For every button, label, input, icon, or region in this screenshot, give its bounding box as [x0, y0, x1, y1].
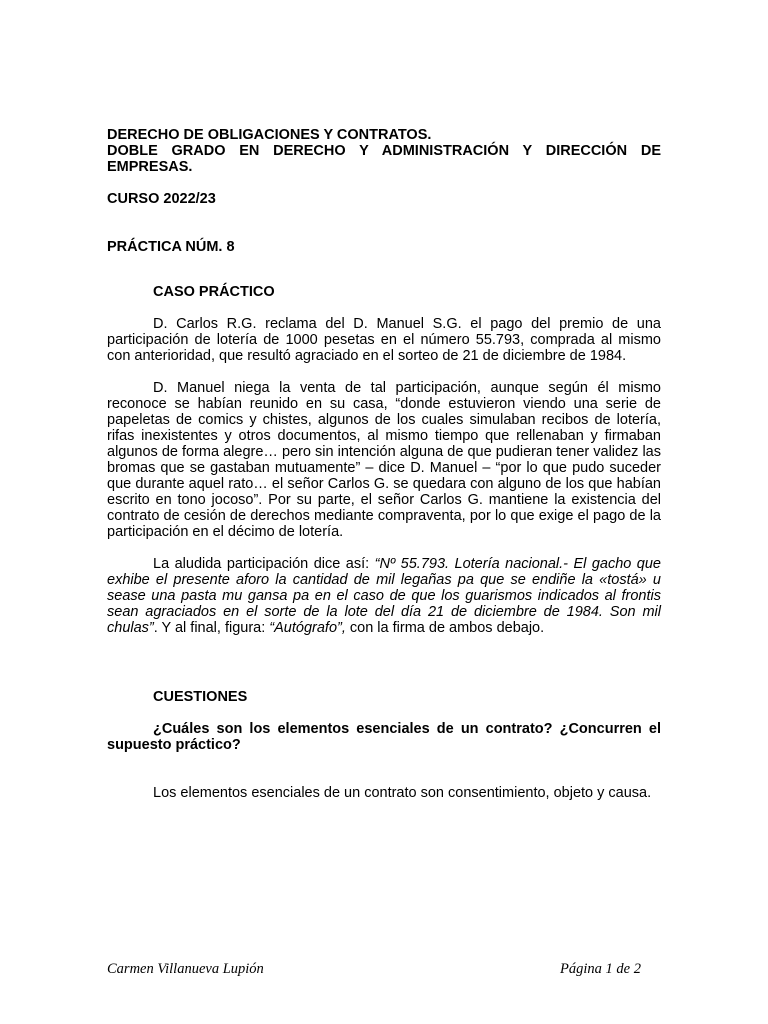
practice-number: PRÁCTICA NÚM. 8: [107, 239, 235, 255]
degree-title: DOBLE GRADO EN DERECHO Y ADMINISTRACIÓN Y DIRECCIÓN DE EMPRESAS.: [107, 143, 661, 175]
ticket-quote: “Nº 55.793. Lotería nacional.- El gacho que exhibe el presente aforo la cantidad de mil legañas pa que se endiñe la «tostá» u sease una pasta mu gansa pa en el caso de que los guarismos indicados al frontis sean agraciados en el sorte de la lote del día 21 de diciembre de 1984. Son mil chulas”: [107, 556, 661, 636]
case-paragraph-3: [107, 556, 661, 636]
paragraph-3-tail: con la firma de ambos debajo.: [345, 620, 545, 636]
case-paragraph-1: D. Carlos R.G. reclama del D. Manuel S.G. el pago del premio de una participación de lotería de 1000 pesetas en el número 55.793, comprada al mismo con anterioridad, que resultó agraciado en el sorteo de 21 de diciembre de 1984.: [107, 316, 661, 364]
footer-author: Carmen Villanueva Lupión: [107, 961, 264, 977]
course-label: CURSO 2022/23: [107, 191, 216, 207]
footer-page-number: Página 1 de 2: [560, 961, 641, 977]
answer-1: Los elementos esenciales de un contrato son consentimiento, objeto y causa.: [153, 785, 652, 801]
case-title: CASO PRÁCTICO: [153, 284, 275, 300]
case-paragraph-2: D. Manuel niega la venta de tal participación, aunque según él mismo reconoce se habían reunido en su casa, “donde estuvieron viendo una serie de papeletas de comics y chistes, algunos de los cuales simulaban recibos de lotería, rifas inexistentes y otros documentos, al mismo tiempo que rellenaban y firmaban algunos de forma alegre… pero sin intención alguna de que pudieran tener validez las bromas que se gastaban mutuamente” – dice D. Manuel – “por lo que pudo suceder que durante aquel rato… el señor Carlos G. se quedara con alguno de los que habían escrito en tono jocoso”. Por su parte, el señor Carlos G. mantiene la existencia del contrato de cesión de derechos mediante compraventa, por lo que exige el pago de la participación en el décimo de lotería.: [107, 380, 661, 540]
paragraph-3-lead: La aludida participación dice así:: [153, 556, 375, 572]
question-1: ¿Cuáles son los elementos esenciales de un contrato? ¿Concurren el supuesto práctico?: [107, 721, 661, 753]
paragraph-3-mid: . Y al final, figura:: [153, 620, 270, 636]
subject-title: DERECHO DE OBLIGACIONES Y CONTRATOS.: [107, 127, 432, 143]
document-body: [107, 127, 661, 801]
header-block: [107, 127, 661, 175]
questions-title: CUESTIONES: [153, 689, 248, 705]
autograph-quote: “Autógrafo”,: [269, 620, 346, 636]
